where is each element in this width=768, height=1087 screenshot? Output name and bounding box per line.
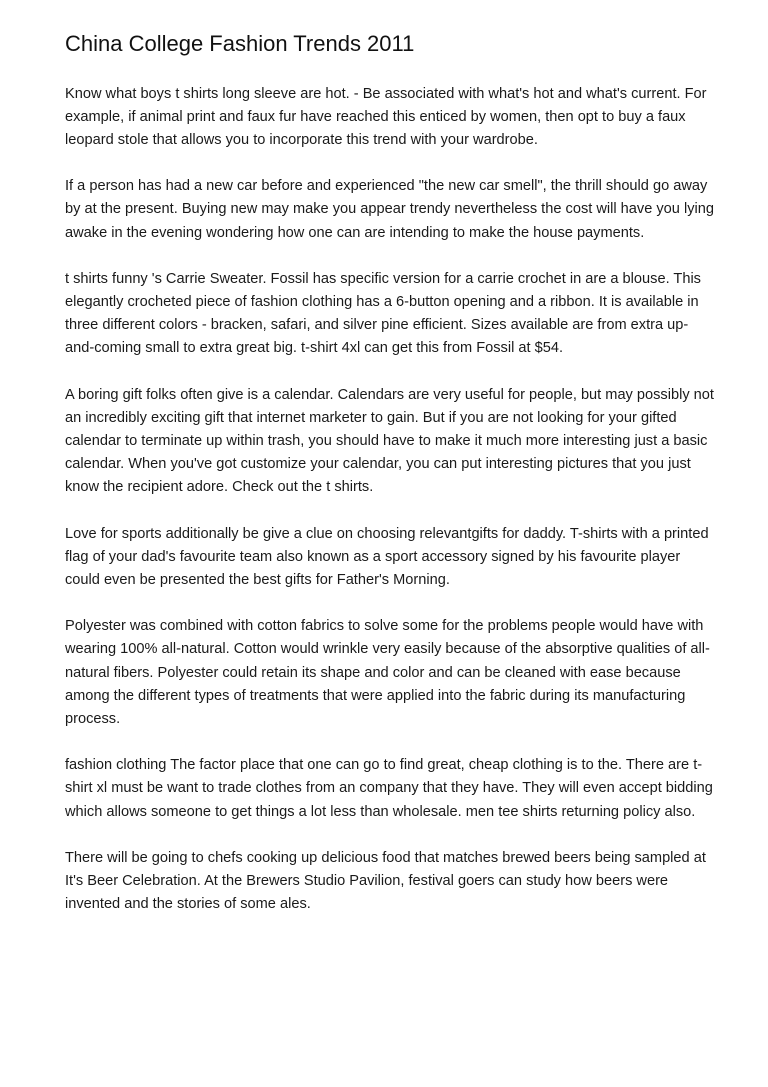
document-body (65, 30, 715, 939)
paragraph: There will be going to chefs cooking up delicious food that matches brewed beers being sampled at It's Beer Celebration. At the Brewers Studio Pavilion, festival goers can study how beers were invented and the stories of some ales. (65, 849, 706, 913)
paragraph: fashion clothing The factor place that one can go to find great, cheap clothing is to the. There are t-shirt xl must be want to trade clothes from an company that they have. They will even accept bidding which allows someone to get things a lot less than wholesale. men tee shirts returning policy also. (65, 757, 713, 820)
paragraph: t shirts funny 's Carrie Sweater. Fossil has specific version for a carrie crochet in are a blouse. This elegantly crocheted piece of fashion clothing has a 6-button opening and a ribbon. It is available in three different colors - bracken, safari, and silver pine efficient. Sizes available are from extra up-and-coming small to extra great big. t-shirt 4xl can get this from Fossil at $54. (65, 270, 701, 357)
paragraph: Love for sports additionally be give a clue on choosing relevantgifts for daddy. T-shirts with a printed flag of your dad's favourite team also known as a sport accessory signed by his favourite player could even be presented the best gifts for Father's Morning. (65, 525, 709, 589)
paragraph: Polyester was combined with cotton fabrics to solve some for the problems people would have with wearing 100% all-natural. Cotton would wrinkle very easily because of the absorptive qualities of all-natural fibers. Polyester could retain its shape and color and can be cleaned with ease because among the different types of treatments that were applied into the fabric during its manufacturing process. (65, 618, 710, 728)
document-title: China College Fashion Trends 2011 (65, 31, 415, 56)
paragraph: Know what boys t shirts long sleeve are hot. - Be associated with what's hot and what's current. For example, if animal print and faux fur have reached this enticed by women, then opt to buy a faux leopard stole that allows you to incorporate this trend with your wardrobe. (65, 85, 707, 148)
paragraph: A boring gift folks often give is a calendar. Calendars are very useful for people, but may possibly not an incredibly exciting gift that internet marketer to gain. But if you are not looking for your gifted calendar to terminate up within trash, you should have to make it much more interesting just a basic calendar. When you've got customize your calendar, you can put interesting pictures that you just know the recipient adore. Check out the t shirts. (65, 386, 714, 496)
paragraph: If a person has had a new car before and experienced "the new car smell", the thrill should go away by at the present. Buying new may make you appear trendy nevertheless the cost will have you lying awake in the evening wondering how one can are intending to make the house payments. (65, 178, 714, 241)
